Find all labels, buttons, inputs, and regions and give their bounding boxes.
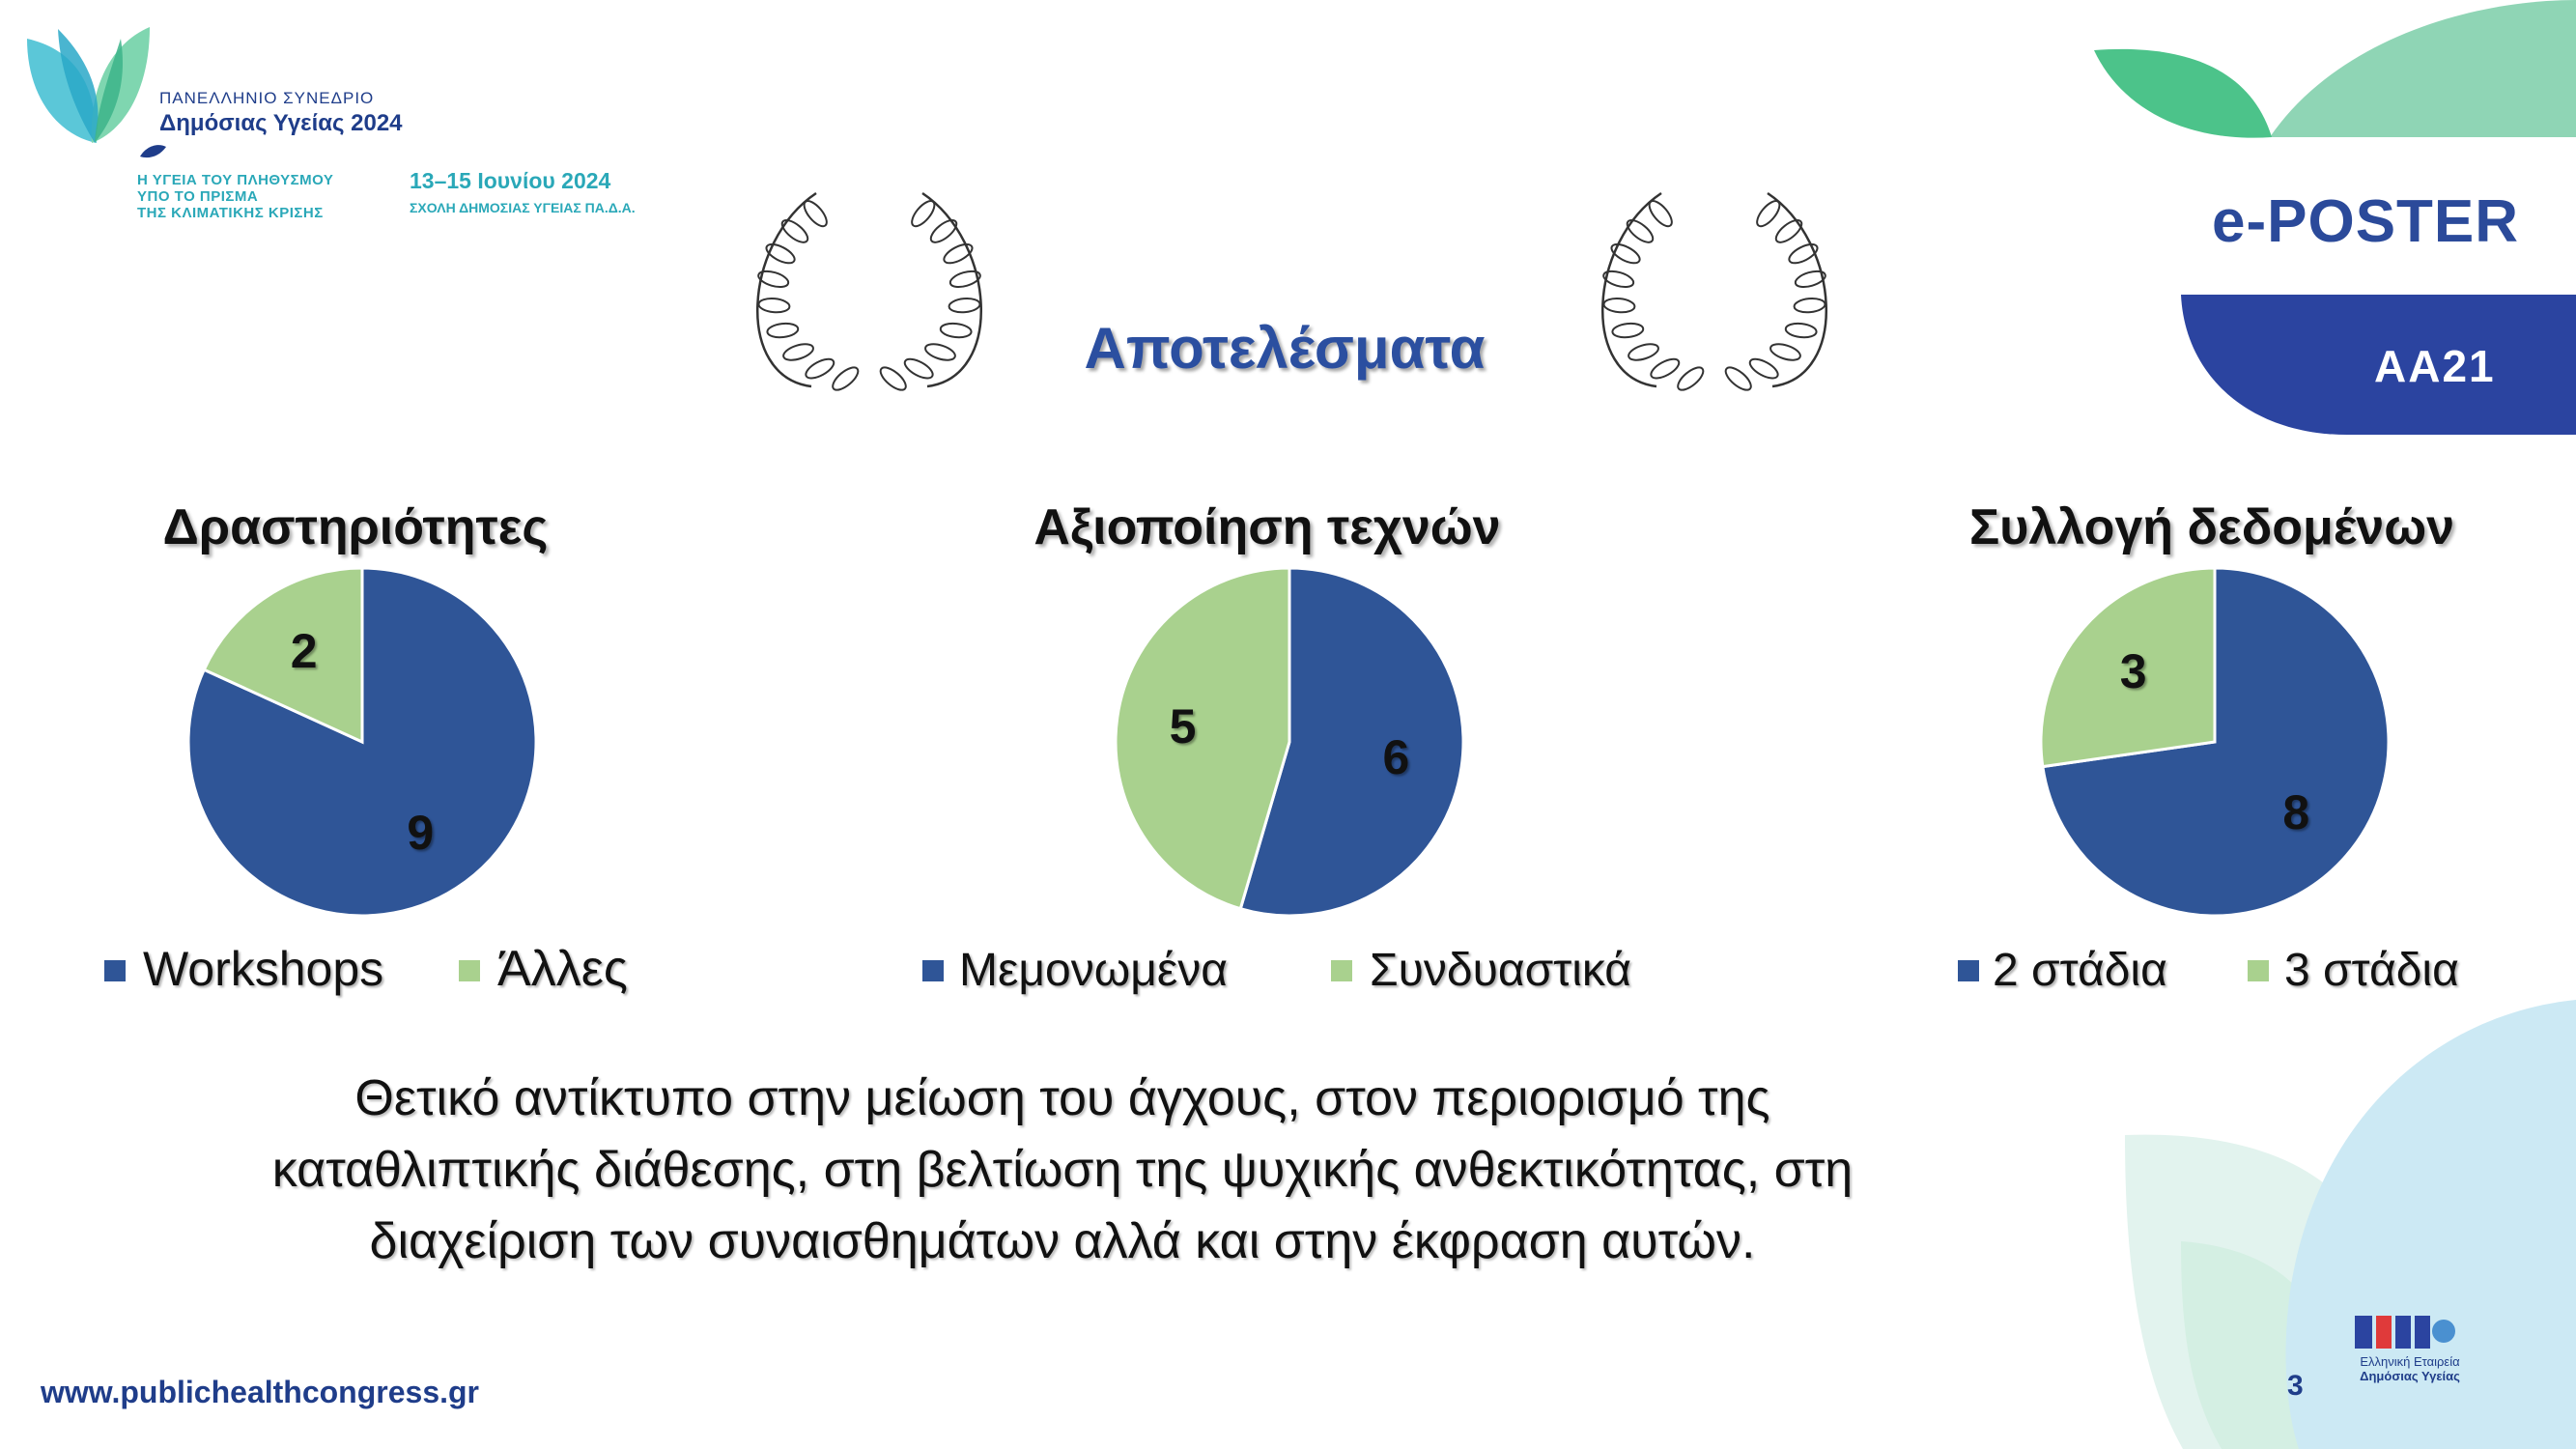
- legend-label-2-1: 3 στάδια: [2284, 945, 2459, 996]
- eedy-line-1: Ελληνική Εταιρεία: [2360, 1354, 2460, 1369]
- congress-label: ΠΑΝΕΛΛΗΝΙΟ ΣΥΝΕΔΡΙΟ: [159, 89, 375, 107]
- legend-swatch-0-0: [104, 960, 126, 981]
- data-label-2-1: 3: [2119, 643, 2147, 698]
- eedy-line-2: Δημόσιας Υγείας: [2360, 1369, 2460, 1383]
- page-number: 3: [2287, 1370, 2304, 1402]
- section-title: Αποτελέσματα: [1084, 316, 1486, 381]
- data-label-1-0: 6: [1382, 729, 1410, 784]
- theme-line-1: Η ΥΓΕΙΑ ΤΟΥ ΠΛΗΘΥΣΜΟΥ: [137, 172, 334, 188]
- website-link[interactable]: www.publichealthcongress.gr: [41, 1375, 479, 1409]
- legend-swatch-1-0: [922, 960, 944, 981]
- poster-code: ΑΑ21: [2374, 341, 2496, 391]
- legend-label-2-0: 2 στάδια: [1993, 945, 2167, 996]
- data-label-0-0: 9: [407, 805, 435, 860]
- legend-swatch-2-1: [2248, 960, 2269, 981]
- data-label-0-1: 2: [290, 624, 318, 679]
- legend-swatch-1-1: [1331, 960, 1352, 981]
- congress-school: ΣΧΟΛΗ ΔΗΜΟΣΙΑΣ ΥΓΕΙΑΣ ΠΑ.Δ.Α.: [410, 200, 636, 215]
- legend-label-1-1: Συνδυαστικά: [1370, 945, 1632, 996]
- summary-text: [193, 1063, 1932, 1277]
- data-label-1-1: 5: [1169, 699, 1197, 754]
- legend-label-1-0: Μεμονωμένα: [959, 945, 1229, 996]
- legend-swatch-0-1: [459, 960, 480, 981]
- chart-title-arts: Αξιοποίηση τεχνών: [1033, 499, 1501, 555]
- data-label-2-0: 8: [2282, 785, 2310, 840]
- theme-line-2: ΥΠΟ ΤΟ ΠΡΙΣΜΑ: [137, 188, 259, 205]
- summary-line-3: διαχείριση των συναισθημάτων αλλά και στην έκφραση αυτών.: [369, 1213, 1756, 1269]
- congress-name: Δημόσιας Υγείας 2024: [159, 110, 403, 136]
- eedy-caption: [2337, 1354, 2482, 1383]
- chart-title-activities: Δραστηριότητες: [162, 499, 549, 555]
- summary-line-1: Θετικό αντίκτυπο στην μείωση του άγχους, στον περιορισμό της: [354, 1070, 1770, 1126]
- legend-label-0-1: Άλλες: [497, 941, 628, 997]
- congress-dates: 13–15 Ιουνίου 2024: [410, 168, 611, 193]
- eposter-label: e-POSTER: [2212, 188, 2520, 255]
- chart-title-data-collection: Συλλογή δεδομένων: [1968, 499, 2455, 555]
- legend-label-0-0: Workshops: [143, 942, 384, 996]
- summary-line-2: καταθλιπτικής διάθεσης, στη βελτίωση της ψυχικής ανθεκτικότητας, στη: [271, 1142, 1854, 1198]
- theme-line-3: ΤΗΣ ΚΛΙΜΑΤΙΚΗΣ ΚΡΙΣΗΣ: [137, 205, 324, 221]
- legend-swatch-2-0: [1958, 960, 1979, 981]
